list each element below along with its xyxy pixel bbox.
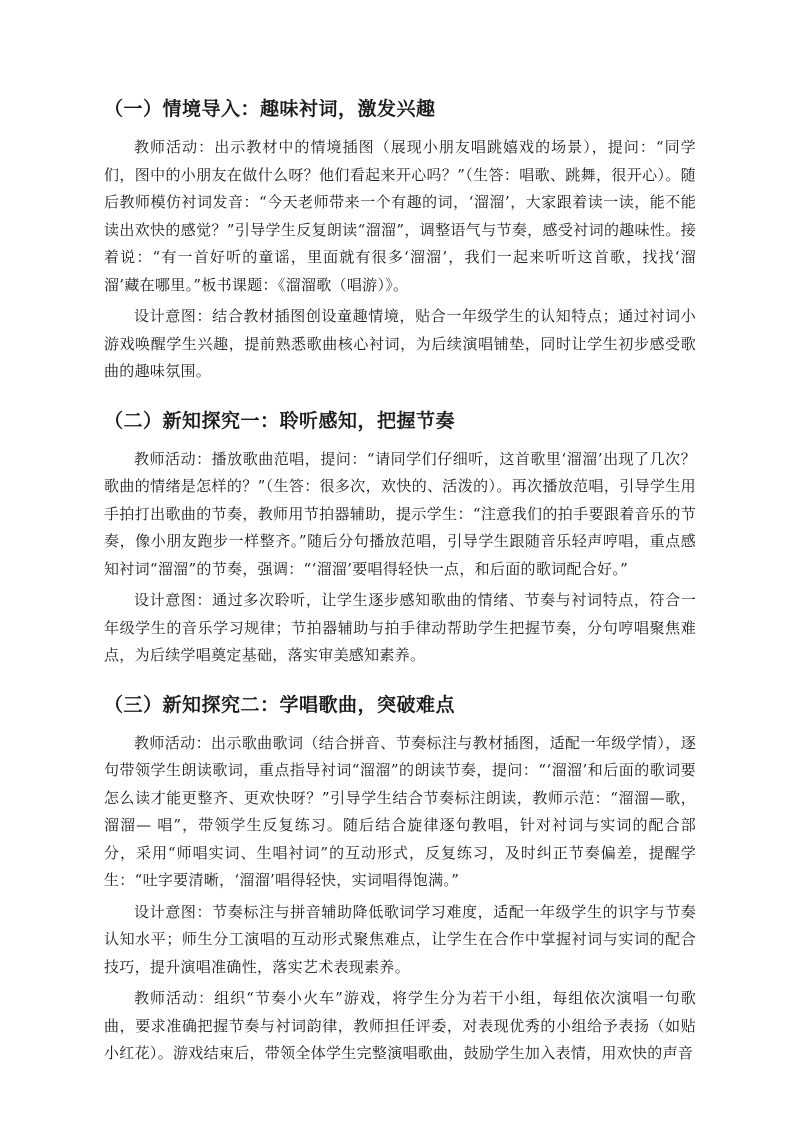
paragraph: 教师活动：播放歌曲范唱，提问：“请同学们仔细听，这首歌里‘溜溜’出现了几次？歌曲的情绪是怎样的？”（生答：很多次，欢快的、活泼的）。再次播放范唱，引导学生用手拍打出歌曲的节奏，教师用节拍器辅助，提示学生：“注意我们的拍手要跟着音乐的节奏，像小朋友跑步一样整齐。”随后分句播放范唱，引导学生跟随音乐轻声哼唱，重点感知衬词“溜溜”的节奏，强调：“‘溜溜’要唱得轻快一点，和后面的歌词配合好。”: [104, 449, 696, 578]
section-title: （三）新知探究二：学唱歌曲，突破难点: [104, 693, 456, 716]
paragraph: 设计意图：节奏标注与拼音辅助降低歌词学习难度，适配一年级学生的识字与节奏认知水平；师生分工演唱的互动形式聚焦难点，让学生在合作中掌握衬词与实词的配合技巧，提升演唱准确性，落实艺术表现素养。: [104, 902, 696, 976]
paragraph: 教师活动：出示教材中的情境插图（展现小朋友唱跳嬉戏的场景），提问：“同学们，图中的小朋友在做什么呀？他们看起来开心吗？”（生答：唱歌、跳舞，很开心）。随后教师模仿衬词发音：“今天老师带来一个有趣的词，‘溜溜’，大家跟着读一读，能不能读出欢快的感觉？”引导学生反复朗读“溜溜”，调整语气与节奏，感受衬词的趣味性。接着说：“有一首好听的童谣，里面就有很多‘溜溜’，我们一起来听听这首歌，找找‘溜溜’藏在哪里。”板书课题：《溜溜歌（唱游）》。: [104, 138, 696, 294]
section-2: [104, 408, 696, 670]
paragraph: 设计意图：通过多次聆听，让学生逐步感知歌曲的情绪、节奏与衬词特点，符合一年级学生的音乐学习规律；节拍器辅助与拍手律动帮助学生把握节奏，分句哼唱聚焦难点，为后续学唱奠定基础，落实审美感知素养。: [104, 591, 696, 664]
section-title: （二）新知探究一：聆听感知，把握节奏: [104, 409, 456, 432]
section-title: （一）情境导入：趣味衬词，激发兴趣: [104, 98, 436, 120]
section-3: [104, 692, 696, 1068]
paragraph: 教师活动：组织“节奏小火车”游戏，将学生分为若干小组，每组依次演唱一句歌曲，要求准确把握节奏与衬词韵律，教师担任评委，对表现优秀的小组给予表扬（如贴小红花）。游戏结束后，带领全体学生完整演唱歌曲，鼓励学生加入表情，用欢快的声音: [104, 989, 696, 1062]
paragraph: 设计意图：结合教材插图创设童趣情境，贴合一年级学生的认知特点；通过衬词小游戏唤醒学生兴趣，提前熟悉歌曲核心衬词，为后续演唱铺垫，同时让学生初步感受歌曲的趣味氛围。: [104, 307, 696, 380]
paragraph: 教师活动：出示歌曲歌词（结合拼音、节奏标注与教材插图，适配一年级学情），逐句带领学生朗读歌词，重点指导衬词“溜溜”的朗读节奏，提问：“‘溜溜’和后面的歌词要怎么读才能更整齐、更欢快呀？”引导学生结合节奏标注朗读，教师示范：“溜溜—歌，溜溜— 唱”，带领学生反复练习。随后结合旋律逐句教唱，针对衬词与实词的配合部分，采用“师唱实词、生唱衬词”的互动形式，反复练习，及时纠正节奏偏差，提醒学生：“吐字要清晰，‘溜溜’唱得轻快，实词唱得饱满。”: [104, 733, 696, 889]
section-1: [104, 96, 696, 386]
